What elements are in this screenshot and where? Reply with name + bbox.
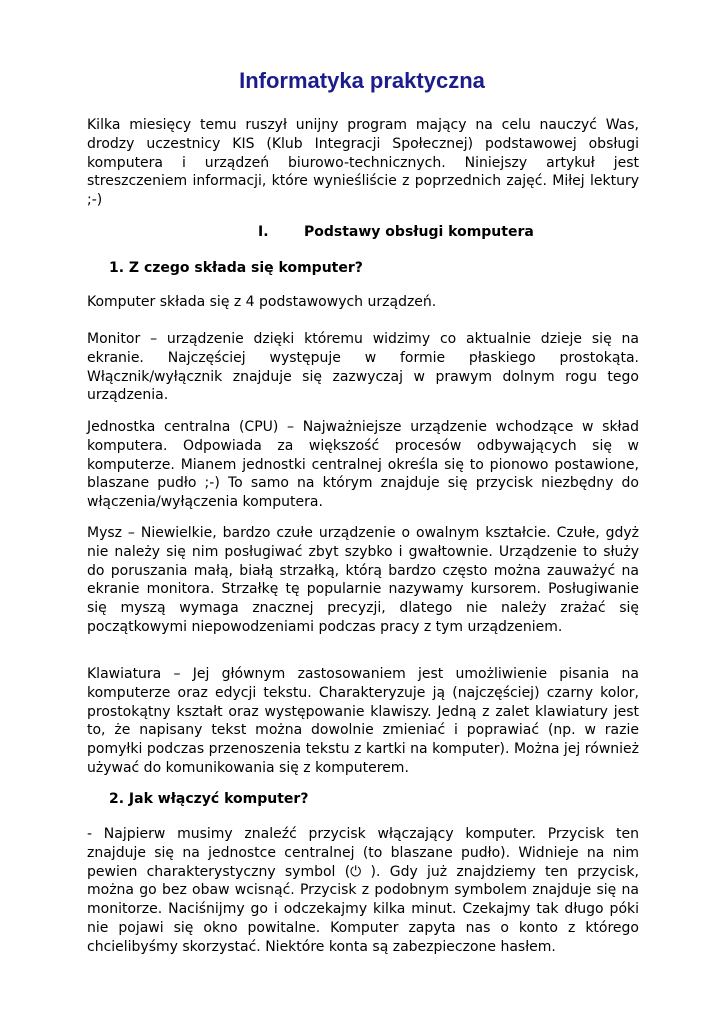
power-on-paragraph: - Najpierw musimy znaleźć przycisk włączający komputer. Przycisk ten znajduje się na jednostce centralnej (to blaszane pudło). Widnieje na nim pewien charakterystyczny symbol (⏻ ). Gdy już znajdziemy ten przycisk, można go bez obaw wcisnąć. Przycisk z podobnym symbolem znajduje się na monitorze. Naciśnijmy go i odczekajmy kilka minut. Czekajmy tak długo póki nie pojawi się okno powitalne. Komputer zapyta nas o konto z którego chcielibyśmy skorzystać. Niektóre konta są zabezpieczone hasłem. <box>87 826 639 955</box>
page-title: Informatyka praktyczna <box>239 68 485 93</box>
subsection-heading-1: 1. Z czego składa się komputer? <box>109 260 363 276</box>
lead-paragraph: Komputer składa się z 4 podstawowych urządzeń. <box>87 294 437 310</box>
cpu-paragraph: Jednostka centralna (CPU) – Najważniejsze urządzenie wchodzące w skład komputera. Odpowiada za większość procesów odbywających się w komputerze. Mianem jednostki centralnej określa się to pionowo postawione, blaszane pudło ;-) To samo na którym znajduje się przycisk niezbędny do włączenia/wyłączenia komputera. <box>87 419 639 511</box>
monitor-paragraph: Monitor – urządzenie dzięki któremu widzimy co aktualnie dzieje się na ekranie. Najczęściej występuje w formie płaskiego prostokąta. Włącznik/wyłącznik znajduje się zazwyczaj w prawym dolnym rogu tego urządzenia. <box>87 331 639 404</box>
subsection-heading-2: 2. Jak włączyć komputer? <box>109 791 309 807</box>
section-title: Podstawy obsługi komputera <box>304 224 534 240</box>
mouse-paragraph: Mysz – Niewielkie, bardzo czułe urządzenie o owalnym kształcie. Czułe, gdyż nie należy się nim posługiwać zbyt szybko i gwałtownie. Urządzenie to służy do poruszania małą, białą strzałką, którą bardzo często można zauważyć na ekranie monitora. Strzałkę tę popularnie nazywamy kursorem. Posługiwanie się myszą wymaga znacznej precyzji, dlatego nie należy zrażać się początkowymi niepowodzeniami podczas pracy z tym urządzeniem. <box>87 525 639 635</box>
intro-paragraph: Kilka miesięcy temu ruszył unijny program mający na celu nauczyć Was, drodzy uczestnicy KIS (Klub Integracji Społecznej) podstawowej obsługi komputera i urządzeń biurowo-technicznych. Niniejszy artykuł jest streszczeniem informacji, które wynieśliście z poprzednich zajęć. Miłej lektury ;-) <box>87 117 639 209</box>
section-number: I. <box>258 224 269 240</box>
keyboard-paragraph: Klawiatura – Jej głównym zastosowaniem jest umożliwienie pisania na komputerze oraz edycji tekstu. Charakteryzuje ją (najczęściej) czarny kolor, prostokątny kształt oraz występowanie klawiszy. Jedną z zalet klawiatury jest to, że napisany tekst można dowolnie zmieniać i poprawiać (np. w razie pomyłki podczas przenoszenia tekstu z kartki na komputer). Można jej również używać do komunikowania się z komputerem. <box>87 666 639 776</box>
